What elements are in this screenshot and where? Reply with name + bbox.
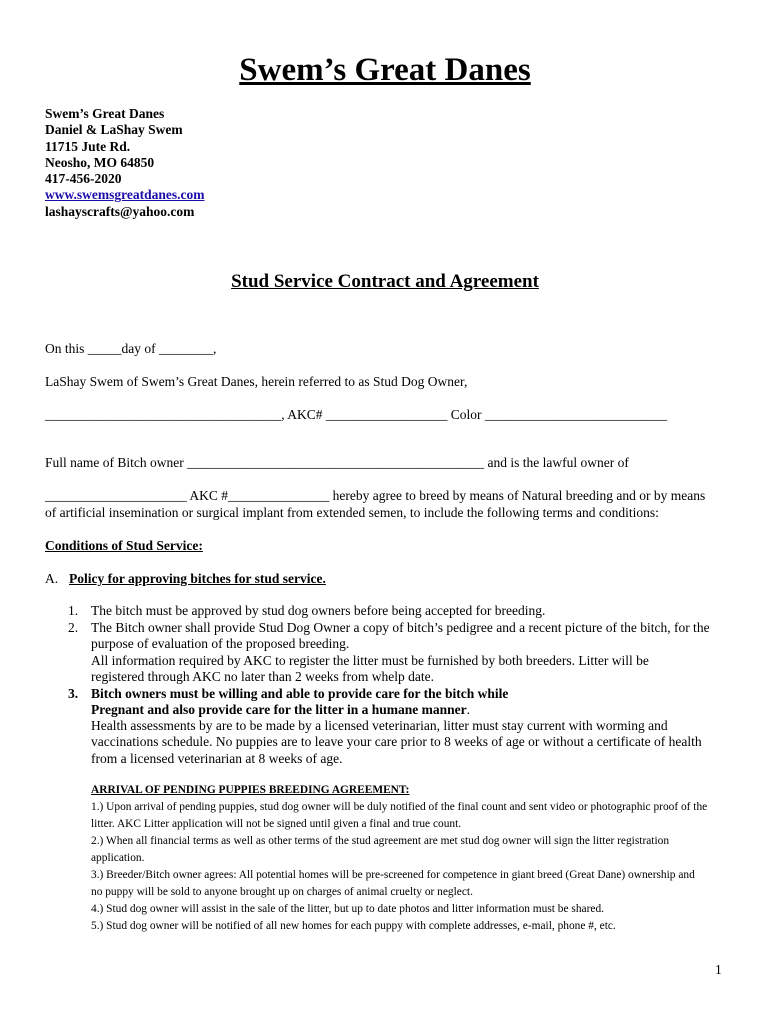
arrival-item-2: 2.) When all financial terms as well as other terms of the stud agreement are met stud dog owner will sign the litter registration application. (91, 835, 670, 864)
document-title: Swem’s Great Danes (239, 52, 531, 88)
agreement-line-1: _____________________ AKC #_______________ hereby agree to breed by means of Natural breeding and or by means (45, 488, 706, 503)
contact-block (45, 106, 204, 220)
date-line: On this _____day of ________, (45, 341, 217, 356)
contact-business-name: Swem’s Great Danes (45, 106, 165, 121)
arrival-item-5: 5.) Stud dog owner will be notified of all new homes for each puppy with complete addresses, e-mail, phone #, etc. (91, 920, 616, 932)
contact-city: Neosho, MO 64850 (45, 154, 155, 170)
item-3-lead (91, 686, 531, 719)
item-3-number: 3. (68, 686, 79, 701)
item-3-bold-text: Bitch owners must be willing and able to provide care for the bitch while Pregnant and also provide care for the litter in a humane manner (91, 686, 509, 718)
page-number: 1 (715, 962, 722, 977)
conditions-heading: Conditions of Stud Service: (45, 538, 203, 553)
dog-line: ___________________________________, AKC# __________________ Color ___________________________ (45, 407, 668, 422)
arrival-heading: ARRIVAL OF PENDING PUPPIES BREEDING AGREEMENT: (91, 784, 410, 796)
contact-street: 11715 Jute Rd. (45, 138, 131, 154)
item-2-text: The Bitch owner shall provide Stud Dog Owner a copy of bitch’s pedigree and a recent picture of the bitch, for the purpose of evaluation of the proposed breeding. (91, 620, 710, 652)
arrival-item-3: 3.) Breeder/Bitch owner agrees: All potential homes will be pre-screened for competence in giant breed (Great Dane) ownership and no puppy will be sold to anyone brought up on charges of animal cruelty or neglect. (91, 869, 695, 898)
item-1-number: 1. (68, 603, 79, 618)
item-3-period: . (466, 702, 470, 718)
contract-title: Stud Service Contract and Agreement (231, 271, 539, 292)
arrival-item-4: 4.) Stud dog owner will assist in the sale of the litter, but up to date photos and litter information must be shared. (91, 903, 604, 915)
contact-email: lashayscrafts@yahoo.com (45, 203, 195, 219)
item-2-number: 2. (68, 620, 79, 635)
item-2-extra: All information required by AKC to register the litter must be furnished by both breeders. Litter will be registered through AKC no later than 2 weeks from whelp date. (91, 653, 649, 685)
bitch-owner-line: Full name of Bitch owner ____________________________________________ and is the lawful owner of (45, 455, 629, 470)
website-link[interactable]: www.swemsgreatdanes.com (45, 187, 205, 203)
section-a-label: A. (45, 571, 59, 586)
arrival-item-1: 1.) Upon arrival of pending puppies, stud dog owner will be duly notified of the final count and sent video or photographic proof of the litter. AKC Litter application will not be signed until given a final and true count. (91, 801, 708, 830)
section-a-heading: Policy for approving bitches for stud service. (69, 571, 326, 586)
item-1-text: The bitch must be approved by stud dog owners before being accepted for breeding. (91, 603, 546, 618)
contact-owners: Daniel & LaShay Swem (45, 122, 183, 138)
item-3-extra: Health assessments by are to be made by a licensed veterinarian, litter must stay current with worming and vaccinations schedule. No puppies are to leave your care prior to 8 weeks of age or without a certificate of health from a licensed veterinarian at 8 weeks of age. (91, 718, 702, 766)
contact-phone: 417-456-2020 (45, 171, 122, 187)
owner-line: LaShay Swem of Swem’s Great Danes, herein referred to as Stud Dog Owner, (45, 374, 468, 389)
agreement-line-2: of artificial insemination or surgical implant from extended semen, to include the following terms and conditions: (45, 505, 659, 520)
